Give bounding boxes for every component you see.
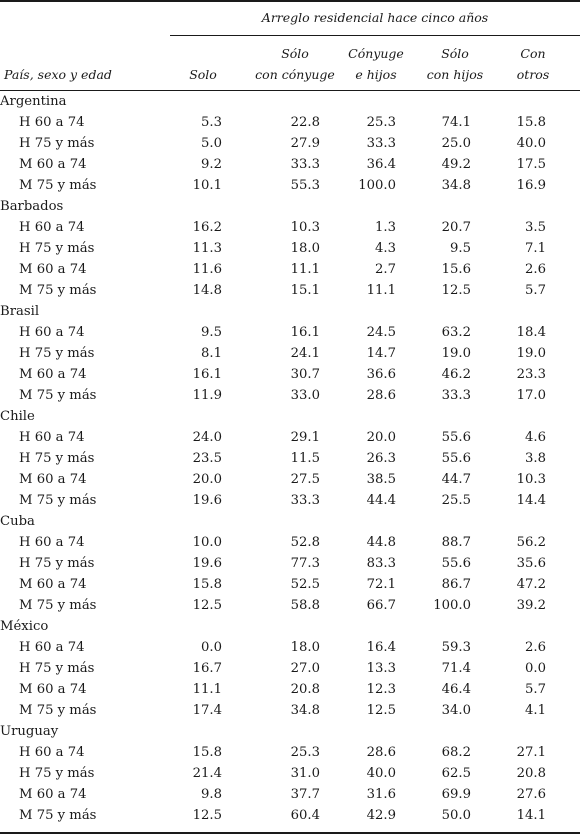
row-padding [546,658,580,679]
table-cell: 7.1 [525,241,546,256]
country-row [0,511,580,532]
table-cell: 46.4 [441,682,471,697]
table-row [0,637,580,658]
table-cell: 68.2 [441,745,471,760]
table-cell: 34.8 [290,703,320,718]
table-row [0,448,580,469]
table-cell: 5.3 [201,115,222,130]
column-spanner-heading: Arreglo residencial hace cinco años [261,10,489,25]
country-row [0,721,580,742]
table-cell: 63.2 [441,325,471,340]
column-heading-line1: Cónyuge [348,46,404,61]
table-cell: 36.6 [366,367,396,382]
table-row [0,574,580,595]
table-row [0,133,580,154]
table-row [0,553,580,574]
table-cell: 55.3 [290,178,320,193]
table-cell: 14.8 [192,283,222,298]
column-heading-line2: con hijos [426,67,484,82]
table-cell: 11.9 [192,388,222,403]
row-label: M 75 y más [19,598,97,613]
table-cell: 52.5 [290,577,320,592]
table-cell: 11.1 [290,262,320,277]
table-cell: 12.5 [192,598,222,613]
table-cell: 33.3 [366,136,396,151]
table-cell: 31.0 [290,766,320,781]
table-cell: 16.1 [290,325,320,340]
row-label: M 60 a 74 [19,682,87,697]
table-cell: 12.3 [366,682,396,697]
column-heading-line1: Con [520,46,546,61]
spanner-rule [170,35,580,36]
table-cell: 27.5 [290,472,320,487]
row-label: M 75 y más [19,493,97,508]
table-cell: 15.8 [192,745,222,760]
table-cell: 88.7 [441,535,471,550]
table-cell: 8.1 [201,346,222,361]
bottom-rule [0,832,580,834]
row-label: H 75 y más [19,556,95,571]
table-cell: 3.8 [525,451,546,466]
table-cell: 18.4 [516,325,546,340]
table-cell: 4.6 [525,430,546,445]
table-cell: 72.1 [366,577,396,592]
row-padding [546,700,580,721]
table-cell: 62.5 [441,766,471,781]
table-cell: 24.5 [366,325,396,340]
table-cell: 12.5 [366,703,396,718]
table-row [0,784,580,805]
table-cell: 22.8 [290,115,320,130]
table-cell: 33.3 [290,493,320,508]
stub-heading: País, sexo y edad [4,67,112,82]
column-heading-line1: Sólo [281,46,309,61]
row-label: H 75 y más [19,661,95,676]
table-cell: 3.5 [525,220,546,235]
table-cell: 5.0 [201,136,222,151]
table-cell: 20.0 [192,472,222,487]
table-cell: 0.0 [201,640,222,655]
country-label: México [0,619,49,634]
table-cell: 77.3 [290,556,320,571]
column-heading-solo-con-hijos [420,43,490,85]
table-cell: 15.1 [290,283,320,298]
table-cell: 55.6 [441,451,471,466]
table-cell: 30.7 [290,367,320,382]
table-cell: 9.8 [201,787,222,802]
table-cell: 10.1 [192,178,222,193]
column-heading-line1 [180,43,226,64]
table-cell: 25.5 [441,493,471,508]
table-cell: 17.0 [516,388,546,403]
table-cell: 27.1 [516,745,546,760]
column-heading-solo-con-conyuge [250,43,340,85]
row-padding [546,784,580,805]
table-row [0,385,580,406]
column-heading-line2: e hijos [355,67,397,82]
row-padding [546,175,580,196]
table-cell: 14.7 [366,346,396,361]
country-row [0,301,580,322]
table-cell: 12.5 [441,283,471,298]
table-cell: 34.8 [441,178,471,193]
row-padding [546,805,580,826]
table-cell: 23.3 [516,367,546,382]
column-heading-line1: Sólo [441,46,469,61]
row-padding [546,154,580,175]
table-cell: 44.7 [441,472,471,487]
table-cell: 4.1 [525,703,546,718]
country-row [0,406,580,427]
table-cell: 86.7 [441,577,471,592]
table-cell: 29.1 [290,430,320,445]
column-heading-solo [180,43,226,85]
row-padding [546,595,580,616]
country-row [0,616,580,637]
row-padding [546,427,580,448]
column-heading-line2: Solo [189,67,217,82]
row-label: H 60 a 74 [19,430,85,445]
table-cell: 25.3 [290,745,320,760]
row-label: H 60 a 74 [19,745,85,760]
table-cell: 9.5 [201,325,222,340]
table-cell: 66.7 [366,598,396,613]
table-cell: 19.6 [192,556,222,571]
data-table [0,91,580,826]
table-row [0,238,580,259]
table-cell: 17.5 [516,157,546,172]
row-padding [546,679,580,700]
table-cell: 40.0 [516,136,546,151]
table-cell: 10.3 [516,472,546,487]
table-cell: 100.0 [433,598,471,613]
row-label: M 60 a 74 [19,787,87,802]
table-cell: 11.5 [290,451,320,466]
table-cell: 55.6 [441,556,471,571]
table-cell: 20.0 [366,430,396,445]
table-cell: 5.7 [525,682,546,697]
country-label: Chile [0,409,35,424]
row-label: H 75 y más [19,766,95,781]
row-label: H 75 y más [19,451,95,466]
table-cell: 36.4 [366,157,396,172]
table-cell: 28.6 [366,388,396,403]
table-cell: 19.0 [516,346,546,361]
row-label: M 75 y más [19,808,97,823]
row-label: M 60 a 74 [19,367,87,382]
row-padding [546,385,580,406]
country-row [0,91,580,112]
table-cell: 15.8 [192,577,222,592]
table-cell: 44.4 [366,493,396,508]
table-cell: 11.1 [192,682,222,697]
table-cell: 20.8 [516,766,546,781]
table-row [0,259,580,280]
table-cell: 16.7 [192,661,222,676]
table-row [0,112,580,133]
row-padding [546,637,580,658]
table-cell: 16.9 [516,178,546,193]
table-cell: 27.0 [290,661,320,676]
table-cell: 35.6 [516,556,546,571]
table-cell: 16.2 [192,220,222,235]
table-cell: 9.5 [450,241,471,256]
table-row [0,175,580,196]
row-label: M 60 a 74 [19,577,87,592]
row-padding [546,259,580,280]
row-label: H 75 y más [19,241,95,256]
table-cell: 19.0 [441,346,471,361]
table-cell: 44.8 [366,535,396,550]
table-cell: 38.5 [366,472,396,487]
table-row [0,679,580,700]
row-padding [546,553,580,574]
table-row [0,595,580,616]
table-cell: 11.1 [366,283,396,298]
table-cell: 18.0 [290,640,320,655]
table-cell: 14.4 [516,493,546,508]
row-label: H 75 y más [19,136,95,151]
table-cell: 33.0 [290,388,320,403]
table-cell: 46.2 [441,367,471,382]
column-heading-conyuge-e-hijos [340,43,412,85]
table-row [0,280,580,301]
country-label: Cuba [0,514,35,529]
column-heading-con-otros [510,43,556,85]
table-row [0,805,580,826]
column-heading-line2: con cónyuge [255,67,335,82]
row-label: H 75 y más [19,346,95,361]
table-cell: 19.6 [192,493,222,508]
table-cell: 1.3 [375,220,396,235]
table-row [0,322,580,343]
table-cell: 28.6 [366,745,396,760]
table-row [0,490,580,511]
table-row [0,217,580,238]
table-row [0,742,580,763]
table-cell: 24.0 [192,430,222,445]
table-cell: 33.3 [290,157,320,172]
row-label: H 60 a 74 [19,640,85,655]
row-padding [546,532,580,553]
table-cell: 26.3 [366,451,396,466]
table-cell: 5.7 [525,283,546,298]
country-row [0,196,580,217]
table-cell: 17.4 [192,703,222,718]
table-cell: 55.6 [441,430,471,445]
table-cell: 18.0 [290,241,320,256]
row-label: M 75 y más [19,388,97,403]
top-rule [0,0,580,2]
table-cell: 60.4 [290,808,320,823]
table-cell: 83.3 [366,556,396,571]
table-row [0,763,580,784]
row-padding [546,343,580,364]
table-cell: 27.6 [516,787,546,802]
row-padding [546,448,580,469]
row-label: H 60 a 74 [19,115,85,130]
table-cell: 59.3 [441,640,471,655]
table-cell: 10.3 [290,220,320,235]
row-padding [546,280,580,301]
table-cell: 100.0 [358,178,396,193]
table-cell: 11.3 [192,241,222,256]
row-padding [546,364,580,385]
table-row [0,469,580,490]
row-padding [546,133,580,154]
row-label: H 60 a 74 [19,535,85,550]
table-cell: 0.0 [525,661,546,676]
table-cell: 14.1 [516,808,546,823]
table-cell: 15.6 [441,262,471,277]
table-cell: 4.3 [375,241,396,256]
table-cell: 37.7 [290,787,320,802]
table-cell: 74.1 [441,115,471,130]
row-padding [546,574,580,595]
table-row [0,658,580,679]
row-padding [546,742,580,763]
table-cell: 9.2 [201,157,222,172]
table-row [0,364,580,385]
table-row [0,700,580,721]
table-cell: 16.4 [366,640,396,655]
row-label: M 60 a 74 [19,472,87,487]
row-label: M 75 y más [19,178,97,193]
row-label: M 75 y más [19,283,97,298]
table-cell: 56.2 [516,535,546,550]
table-cell: 12.5 [192,808,222,823]
table-cell: 39.2 [516,598,546,613]
table-cell: 2.6 [525,640,546,655]
table-row [0,532,580,553]
table-row [0,154,580,175]
country-label: Argentina [0,94,67,109]
row-padding [546,322,580,343]
table-cell: 27.9 [290,136,320,151]
row-padding [546,763,580,784]
country-label: Barbados [0,199,64,214]
table-cell: 23.5 [192,451,222,466]
table-cell: 16.1 [192,367,222,382]
row-padding [546,112,580,133]
table-cell: 10.0 [192,535,222,550]
table-cell: 71.4 [441,661,471,676]
table-cell: 25.3 [366,115,396,130]
table-cell: 20.8 [290,682,320,697]
table-cell: 25.0 [441,136,471,151]
table-cell: 2.7 [375,262,396,277]
country-label: Brasil [0,304,40,319]
table-row [0,427,580,448]
table-cell: 47.2 [516,577,546,592]
column-heading-line2: otros [516,67,550,82]
table-cell: 42.9 [366,808,396,823]
table-cell: 15.8 [516,115,546,130]
table-cell: 40.0 [366,766,396,781]
row-label: H 60 a 74 [19,220,85,235]
table-cell: 13.3 [366,661,396,676]
row-padding [546,238,580,259]
row-label: H 60 a 74 [19,325,85,340]
table-cell: 52.8 [290,535,320,550]
table-cell: 33.3 [441,388,471,403]
row-padding [546,217,580,238]
table-cell: 34.0 [441,703,471,718]
table-cell: 69.9 [441,787,471,802]
table-cell: 49.2 [441,157,471,172]
table-body [0,91,580,826]
table-cell: 58.8 [290,598,320,613]
table-cell: 11.6 [192,262,222,277]
row-label: M 75 y más [19,703,97,718]
table-cell: 31.6 [366,787,396,802]
table-cell: 21.4 [192,766,222,781]
row-label: M 60 a 74 [19,157,87,172]
table-cell: 20.7 [441,220,471,235]
table-cell: 50.0 [441,808,471,823]
row-padding [546,490,580,511]
row-label: M 60 a 74 [19,262,87,277]
table-cell: 24.1 [290,346,320,361]
table-cell: 2.6 [525,262,546,277]
country-label: Uruguay [0,724,59,739]
row-padding [546,469,580,490]
table-row [0,343,580,364]
